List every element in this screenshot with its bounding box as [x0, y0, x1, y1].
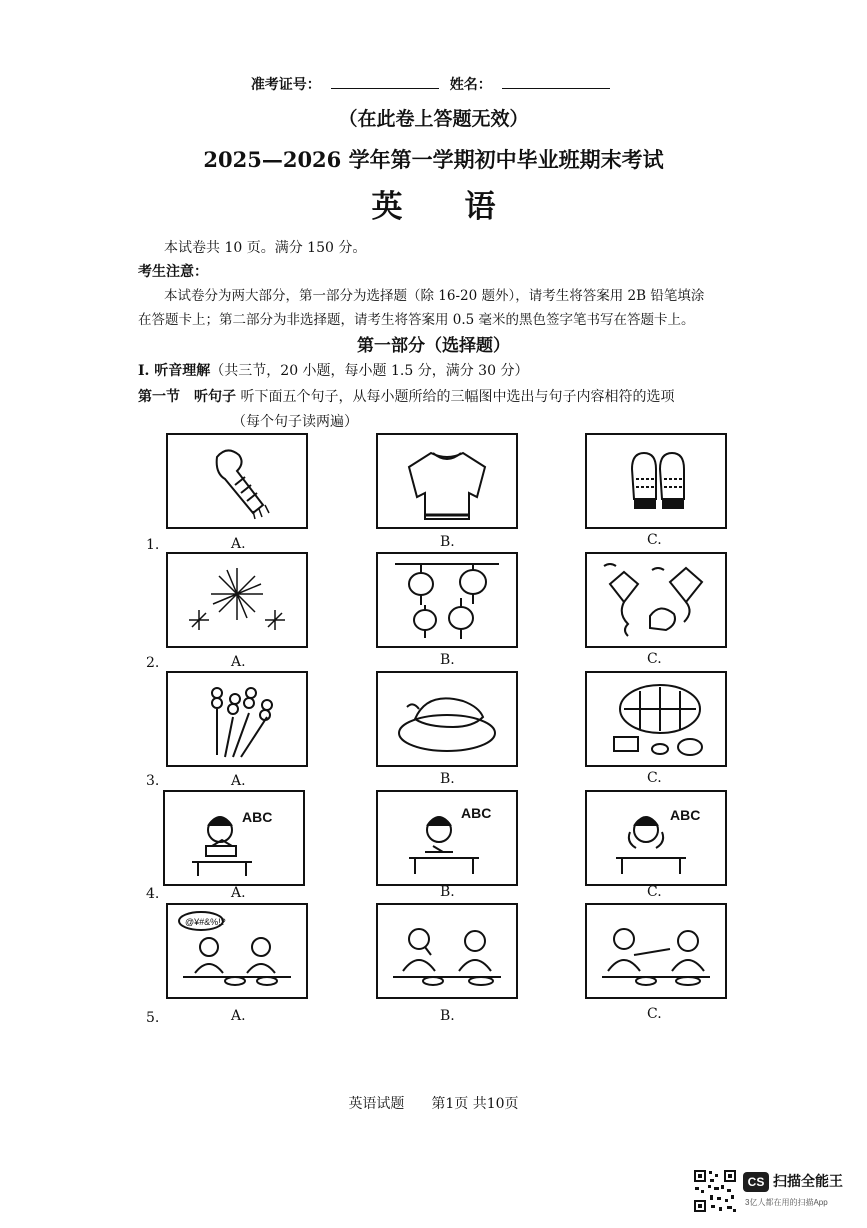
- option-label: C.: [647, 770, 662, 786]
- part1-title: 第一部分（选择题）: [357, 336, 510, 356]
- option-label: B.: [440, 771, 455, 787]
- hotpot-grill-icon: [594, 677, 718, 761]
- men-talking-while-eating-icon: [175, 909, 299, 993]
- option-picture-1c[interactable]: [585, 433, 727, 529]
- option-label: B.: [440, 534, 455, 550]
- option-label: A.: [231, 773, 246, 789]
- option-picture-2b[interactable]: [376, 552, 518, 648]
- subsection-line: [138, 386, 674, 406]
- question-number: 2.: [146, 655, 160, 671]
- option-picture-2c[interactable]: [585, 552, 727, 648]
- sweater-icon: [385, 439, 509, 523]
- option-label: B.: [440, 884, 455, 900]
- option-picture-4c[interactable]: [585, 790, 727, 886]
- subsection-note: （每个句子读两遍）: [232, 414, 358, 430]
- option-picture-5c[interactable]: [585, 903, 727, 999]
- option-label: A.: [231, 1008, 246, 1024]
- mittens-icon: [594, 439, 718, 523]
- scarf-icon: [175, 439, 299, 523]
- option-label: C.: [647, 1006, 662, 1022]
- option-label: A.: [231, 885, 246, 901]
- scanner-app-name: 扫描全能王: [773, 1173, 843, 1189]
- option-label: B.: [440, 652, 455, 668]
- girl-reading-icon: [172, 796, 296, 880]
- option-label: A.: [231, 536, 246, 552]
- option-picture-1b[interactable]: [376, 433, 518, 529]
- question-number: 4.: [146, 886, 160, 902]
- footer-total: 共10页: [472, 1096, 519, 1112]
- candied-haws-icon: [175, 677, 299, 761]
- scanner-app-logo: CS: [743, 1172, 769, 1192]
- candidate-info-line: [0, 74, 867, 94]
- option-picture-4b[interactable]: [376, 790, 518, 886]
- man-eating-icon: [385, 909, 509, 993]
- girl-listening-icon: [594, 796, 718, 880]
- option-label: B.: [440, 1008, 455, 1024]
- notice-label: 考生注意：: [138, 264, 208, 280]
- option-picture-5a[interactable]: [166, 903, 308, 999]
- option-label: C.: [647, 651, 662, 667]
- invalid-notice: （在此卷上答题无效）: [338, 108, 529, 130]
- option-picture-2a[interactable]: [166, 552, 308, 648]
- option-picture-4a[interactable]: [163, 790, 305, 886]
- option-picture-3b[interactable]: [376, 671, 518, 767]
- notice-line-1: 本试卷分为两大部分，第一部分为选择题（除 16-20 题外），请考生将答案用 2B 铅笔填涂: [164, 288, 705, 304]
- option-picture-1a[interactable]: [166, 433, 308, 529]
- notice-line-2: 在答题卡上；第二部分为非选择题，请考生将答案用 0.5 毫米的黑色签字笔书写在答题卡上。: [138, 312, 695, 328]
- section-heading: I. 听音理解: [138, 363, 211, 379]
- option-picture-5b[interactable]: [376, 903, 518, 999]
- option-picture-3a[interactable]: [166, 671, 308, 767]
- footer-page: 第1页: [431, 1096, 469, 1112]
- subject-title: 英 语: [371, 189, 496, 225]
- name-label: 姓名：: [449, 77, 492, 93]
- kites-icon: [594, 558, 718, 642]
- page-footer: [0, 1093, 867, 1113]
- section-heading-line: [138, 360, 528, 380]
- girl-writing-icon: [385, 796, 509, 880]
- exam-id-blank: [331, 74, 439, 89]
- abc-caption: ABC: [670, 807, 701, 823]
- roast-duck-icon: [385, 677, 509, 761]
- subsection-text: 听下面五个句子，从每小题所给的三幅图中选出与句子内容相符的选项: [240, 389, 675, 405]
- man-pointing-icon: [594, 909, 718, 993]
- lanterns-icon: [385, 558, 509, 642]
- speech-bubble-text: @¥#&%!?: [185, 917, 226, 927]
- abc-caption: ABC: [242, 809, 273, 825]
- question-number: 1.: [146, 537, 160, 553]
- option-label: C.: [647, 532, 662, 548]
- section-detail: （共三节，20 小题，每小题 1.5 分，满分 30 分）: [210, 363, 529, 379]
- option-label: C.: [647, 884, 662, 900]
- abc-caption: ABC: [461, 805, 492, 821]
- name-blank: [502, 74, 610, 89]
- subsection-label: 第一节 听句子: [138, 389, 236, 405]
- option-label: A.: [231, 654, 246, 670]
- scanner-app-tagline: 3亿人都在用的扫描App: [745, 1198, 828, 1207]
- pages-line: 本试卷共 10 页。满分 150 分。: [164, 240, 367, 256]
- option-picture-3c[interactable]: [585, 671, 727, 767]
- qr-code-icon: [693, 1169, 737, 1213]
- question-number: 5.: [146, 1010, 160, 1026]
- exam-title: 2025—2026 学年第一学期初中毕业班期末考试: [203, 147, 664, 172]
- footer-subject: 英语试题: [348, 1096, 405, 1112]
- question-number: 3.: [146, 773, 160, 789]
- fireworks-icon: [175, 558, 299, 642]
- exam-id-label: 准考证号：: [250, 77, 321, 93]
